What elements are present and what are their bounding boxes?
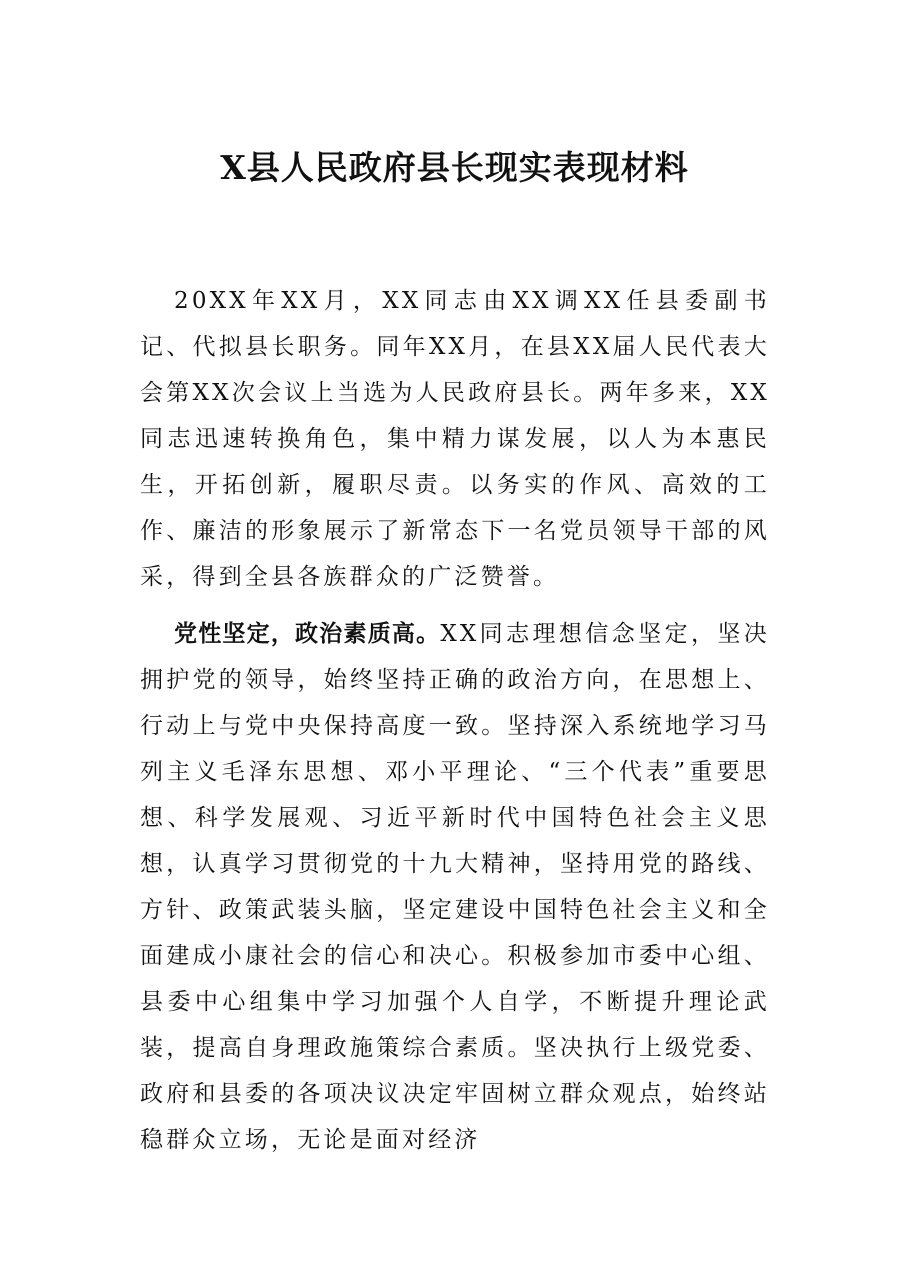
- paragraph-text: 20XX年XX月，XX同志由XX调XX任县委副书记、代拟县长职务。同年XX月，在县XX届人民代表大会第XX次会议上当选为人民政府县长。两年多来，XX同志迅速转换角色，集中精力谋发展，以人为本惠民生，开拓创新，履职尽责。以务实的作风、高效的工作、廉洁的形象展示了新常态下一名党员领导干部的风采，得到全县各族群众的广泛赞誉。: [140, 288, 770, 590]
- document-title: X县人民政府县长现实表现材料: [220, 148, 689, 187]
- paragraph-intro: [140, 278, 770, 600]
- paragraph-text: XX同志理想信念坚定，坚决拥护党的领导，始终坚持正确的政治方向，在思想上、行动上与党中央保持高度一致。坚持深入系统地学习马列主义毛泽东思想、邓小平理论、“三个代表”重要思想、科学发展观、习近平新时代中国特色社会主义思想，认真学习贯彻党的十九大精神，坚持用党的路线、方针、政策武装头脑，坚定建设中国特色社会主义和全面建成小康社会的信心和决心。积极参加市委中心组、县委中心组集中学习加强个人自学，不断提升理论武装，提高自身理政施策综合素质。坚决执行上级党委、政府和县委的各项决议决定牢固树立群众观点，始终站稳群众立场，无论是面对经济: [140, 621, 770, 1153]
- paragraph-political-quality: [140, 611, 770, 1163]
- paragraph-heading: 党性坚定，政治素质高。: [174, 620, 441, 647]
